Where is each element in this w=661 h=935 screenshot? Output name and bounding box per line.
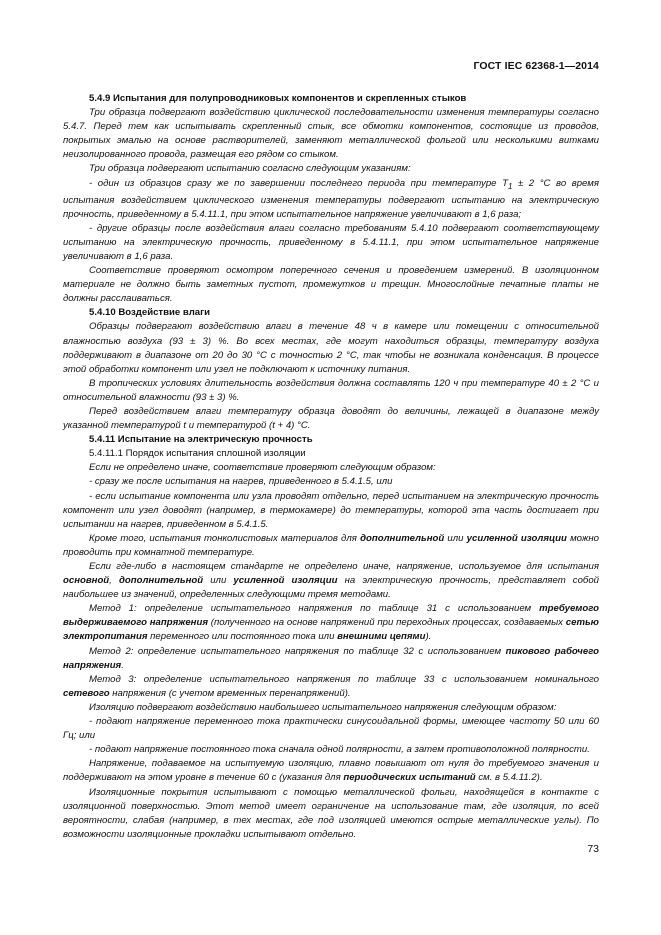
text-run: - один из образцов сразу же по завершении последнего периода при температуре T <box>89 177 508 189</box>
paragraph <box>63 560 599 602</box>
bold-term: внешними цепями <box>337 631 426 643</box>
paragraph: Три образца подвергают воздействию циклической последовательности изменения температуры согласно 5.4.7. Перед тем как испытывать скрепленный стык, все обмотки компонентов, состоящие из проводов, покрытых эмалью на основе растворителей, заменяют металлической фольгой или несколькими витками неизолированного провода, размещая его рядом со стыком. <box>63 107 599 161</box>
section-heading: 5.4.9 Испытания для полупроводниковых компонентов и скрепленных стыков <box>89 93 467 104</box>
text-run: . <box>121 659 124 671</box>
bold-term: сетью электропитания <box>63 617 599 643</box>
paragraph: Изоляционные покрытия испытывают с помощью металлической фольги, находящейся в контакте с изоляционной поверхностью. Этот метод имеет ограничение на использование там, где изоляция, по всей вероятности, слабая (например, в тех местах, где под изоляцией имеются острые металлические углы). По возможности изоляционные прокладки испытывают отдельно. <box>63 786 599 840</box>
document-header: ГОСТ IEC 62368-1—2014 <box>473 60 599 72</box>
paragraph <box>63 673 599 701</box>
bold-term: дополнительной <box>360 532 445 544</box>
text-run: см. в 5.4.11.2). <box>475 772 543 784</box>
paragraph: 5.4.11.1 Порядок испытания сплошной изоляции <box>89 448 306 460</box>
text-run: переменного или постоянного тока или <box>147 631 338 643</box>
paragraph: Изоляцию подвергают воздействию наибольшего испытательного напряжения следующим образом: <box>89 701 557 713</box>
text-run: или <box>444 532 467 544</box>
text-run: можно проводить при комнатной температуре. <box>63 532 599 558</box>
text-run: ). <box>425 631 432 643</box>
paragraph: В тропических условиях длительность воздействия должна составлять 120 ч при температуре 40 ± 2 °C и относительной влажности (93 ± 3) %. <box>63 377 599 403</box>
text-run: (полученного на основе напряжений при переходных процессах, создаваемых <box>207 617 566 629</box>
document-body <box>63 92 599 842</box>
text-run: Метод 3: определение испытательного напряжения по таблице 33 с использованием номинального <box>89 673 599 685</box>
paragraph <box>63 645 599 673</box>
text-run: на электрическую прочность, представляет собой наибольшее из значений, определенных следующими тремя методами. <box>63 575 599 601</box>
bold-term: периодических испытаний <box>343 772 476 784</box>
paragraph: - сразу же после испытания на нагрев, приведенного в 5.4.1.5, или <box>89 476 393 488</box>
section-heading: 5.4.10 Воздействие влаги <box>89 307 211 319</box>
bold-term: сетевого <box>63 687 110 699</box>
bold-term: усиленной изоляции <box>233 575 338 587</box>
paragraph: - если испытание компонента или узла проводят отдельно, перед испытанием на электрическую прочность компонент или узел доводят (например, в термокамере) до температуры, которой эта часть достигает при испытании на нагрев, приведенном в 5.4.1.5. <box>63 490 599 530</box>
paragraph: Если не определено иначе, соответствие проверяют следующим образом: <box>89 462 436 474</box>
bold-term: основной <box>63 575 110 587</box>
text-run: Напряжение, подаваемое на испытуемую изоляцию, плавно повышают от нуля до требуемого значения и поддерживают на этом уровне в течение 60 с (указания для <box>63 758 599 784</box>
page-number: 73 <box>587 843 599 855</box>
paragraph: - другие образцы после воздействия влаги согласно требованиям 5.4.10 подвергают соответствующему испытанию на электрическую прочность, приведенному в 5.4.11.1, при этом испытательное напряжение увеличивают в 1,6 раза. <box>63 222 599 262</box>
text-run: Если где-либо в настоящем стандарте не определено иначе, напряжение, используемое для испытания <box>89 561 599 572</box>
text-run: Метод 2: определение испытательного напряжения по таблице 32 с использованием <box>89 645 506 657</box>
text-run: ± 2 °C во время испытания воздействием циклического изменения температуры подвергают испытанию на электрическую прочность, приведенному в 5.4.11.1, при этом испытательное напряжение увеличивают в 1,6 раза; <box>63 177 599 220</box>
paragraph: - подают напряжение переменного тока практически синусоидальной формы, имеющее частоту 50 или 60 Гц; или <box>63 716 599 742</box>
text-run: Метод 1: определение испытательного напряжения по таблице 31 с использованием <box>89 603 540 615</box>
bold-term: пикового рабочего напряжения <box>63 645 599 671</box>
paragraph <box>63 757 599 785</box>
subscript: 1 <box>507 181 513 191</box>
paragraph <box>63 602 599 644</box>
text-run: напряжения (с учетом временных перенапряжений). <box>109 687 351 699</box>
text-run: , <box>109 575 119 587</box>
bold-term: усиленной изоляции <box>466 532 567 544</box>
paragraph: Три образца подвергают испытанию согласно следующим указаниям: <box>89 163 411 175</box>
paragraph: Перед воздействием влаги температуру образца доводят до величины, лежащей в диапазоне между указанной температурой t и температурой (t + 4) °C. <box>63 405 599 432</box>
paragraph <box>63 532 599 560</box>
paragraph: Образцы подвергают воздействию влаги в течение 48 ч в камере или помещении с относительной влажностью воздуха (93 ± 3) %. Во всех местах, где могут находиться образцы, температуру воздуха поддерживают в диапазоне от 20 до 30 °C с точностью 2 °C, так чтобы не возникала конденсация. В процессе этой обработки компонент или узел не подключают к источнику питания. <box>63 321 599 375</box>
paragraph: Соответствие проверяют осмотром поперечного сечения и проведением измерений. В изоляционном материале не должно быть заметных пустот, промежутков и трещин. Многослойные печатные платы не должны расслаиваться. <box>63 265 599 305</box>
text-run: или <box>203 575 234 587</box>
text-run: Кроме того, испытания тонколистовых материалов для <box>89 532 361 544</box>
paragraph <box>63 177 599 222</box>
paragraph: - подают напряжение постоянного тока сначала одной полярности, а затем противоположной полярности. <box>89 744 590 756</box>
bold-term: дополнительной <box>118 575 204 587</box>
bold-term: требуемого выдерживаемого напряжения <box>63 603 599 629</box>
section-heading: 5.4.11 Испытание на электрическую прочность <box>89 434 313 446</box>
